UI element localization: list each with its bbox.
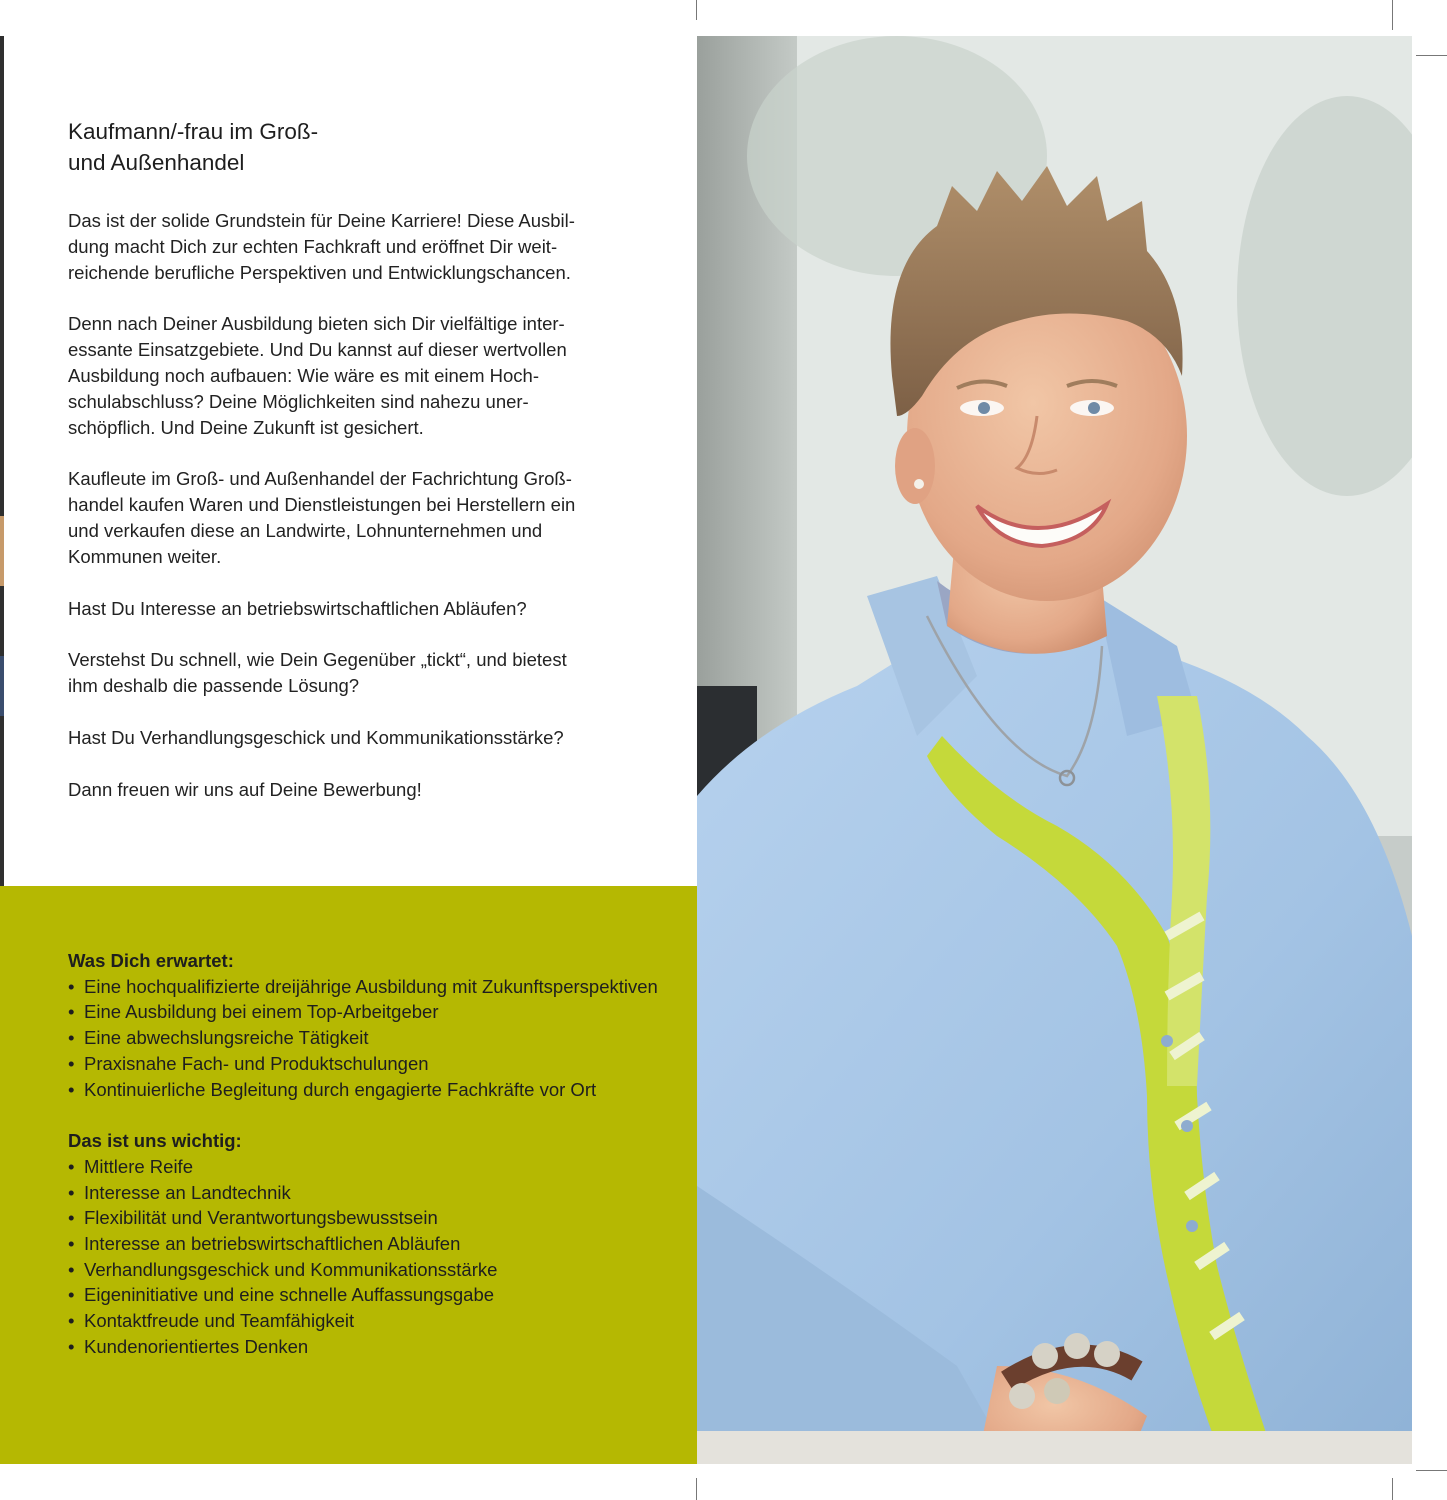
text-line: essante Einsatzgebiete. Und Du kannst auf dieser wertvollen bbox=[68, 339, 567, 361]
paragraph-intro bbox=[68, 208, 648, 285]
crop-mark-bottom-right bbox=[1392, 1478, 1393, 1500]
text-line: Hast Du Verhandlungsgeschick und Kommunikationsstärke? bbox=[68, 726, 564, 748]
list-item: • Eine hochqualifizierte dreijährige Ausbildung mit Zukunftsperspektiven bbox=[68, 974, 678, 1000]
expect-heading: Was Dich erwartet: bbox=[68, 950, 234, 971]
text-line: Kommunen weiter. bbox=[68, 545, 222, 567]
portrait-photo bbox=[697, 36, 1412, 1464]
text-line: dung macht Dich zur echten Fachkraft und eröffnet Dir weit- bbox=[68, 235, 558, 257]
list-item: • Kundenorientiertes Denken bbox=[68, 1334, 678, 1360]
text-line: und verkaufen diese an Landwirte, Lohnunternehmen und bbox=[68, 519, 543, 541]
list-item: • Interesse an betriebswirtschaftlichen Abläufen bbox=[68, 1231, 678, 1257]
crop-mark-right-bottom bbox=[1416, 1470, 1447, 1471]
text-line: Das ist der solide Grundstein für Deine Karriere! Diese Ausbil- bbox=[68, 210, 575, 231]
text-line: reichende berufliche Perspektiven und Entwicklungschancen. bbox=[68, 261, 571, 283]
list-item: • Kontaktfreude und Teamfähigkeit bbox=[68, 1308, 678, 1334]
title-line: Kaufmann/-frau im Groß- bbox=[68, 119, 319, 144]
paragraph-description bbox=[68, 466, 648, 569]
list-item: • Mittlere Reife bbox=[68, 1154, 678, 1180]
list-item: • Praxisnahe Fach- und Produktschulungen bbox=[68, 1051, 678, 1077]
crop-mark-top-right bbox=[1392, 0, 1393, 30]
intro-text-column bbox=[68, 116, 648, 829]
info-panel bbox=[0, 886, 697, 1464]
list-item: • Eigeninitiative und eine schnelle Auffassungsgabe bbox=[68, 1282, 678, 1308]
question-understanding bbox=[68, 647, 648, 699]
list-item: • Interesse an Landtechnik bbox=[68, 1180, 678, 1206]
closing-line bbox=[68, 777, 648, 803]
list-item: • Eine Ausbildung bei einem Top-Arbeitgeber bbox=[68, 999, 678, 1025]
requirements-list bbox=[68, 1154, 678, 1360]
text-line: schöpflich. Und Deine Zukunft ist gesichert. bbox=[68, 416, 424, 438]
crop-mark-bottom-center bbox=[696, 1478, 697, 1500]
portrait-illustration bbox=[697, 36, 1412, 1464]
text-line: Kaufleute im Groß- und Außenhandel der Fachrichtung Groß- bbox=[68, 468, 572, 490]
list-item: • Flexibilität und Verantwortungsbewusstsein bbox=[68, 1205, 678, 1231]
text-line: schulabschluss? Deine Möglichkeiten sind nahezu uner- bbox=[68, 390, 529, 412]
text-line: Denn nach Deiner Ausbildung bieten sich Dir vielfältige inter- bbox=[68, 313, 565, 335]
list-item: • Verhandlungsgeschick und Kommunikationsstärke bbox=[68, 1257, 678, 1283]
expect-list bbox=[68, 974, 678, 1103]
list-item: • Eine abwechslungsreiche Tätigkeit bbox=[68, 1025, 678, 1051]
text-line: Verstehst Du schnell, wie Dein Gegenüber „tickt“, und bietest bbox=[68, 649, 567, 671]
question-interest bbox=[68, 596, 648, 622]
text-line: ihm deshalb die passende Lösung? bbox=[68, 675, 360, 697]
page-title bbox=[68, 116, 648, 178]
crop-mark-top-center bbox=[696, 0, 697, 20]
requirements-heading: Das ist uns wichtig: bbox=[68, 1130, 242, 1152]
crop-mark-right-top bbox=[1416, 55, 1447, 56]
text-line: Dann freuen wir uns auf Deine Bewerbung! bbox=[68, 778, 422, 800]
question-negotiation bbox=[68, 725, 648, 751]
text-line: handel kaufen Waren und Dienstleistungen bei Herstellern ein bbox=[68, 494, 576, 516]
text-line: Hast Du Interesse an betriebswirtschaftlichen Abläufen? bbox=[68, 597, 527, 619]
title-line: und Außenhandel bbox=[68, 150, 245, 175]
list-item: • Kontinuierliche Begleitung durch engagierte Fachkräfte vor Ort bbox=[68, 1077, 678, 1103]
text-line: Ausbildung noch aufbauen: Wie wäre es mit einem Hoch- bbox=[68, 364, 539, 386]
paragraph-career bbox=[68, 311, 648, 440]
